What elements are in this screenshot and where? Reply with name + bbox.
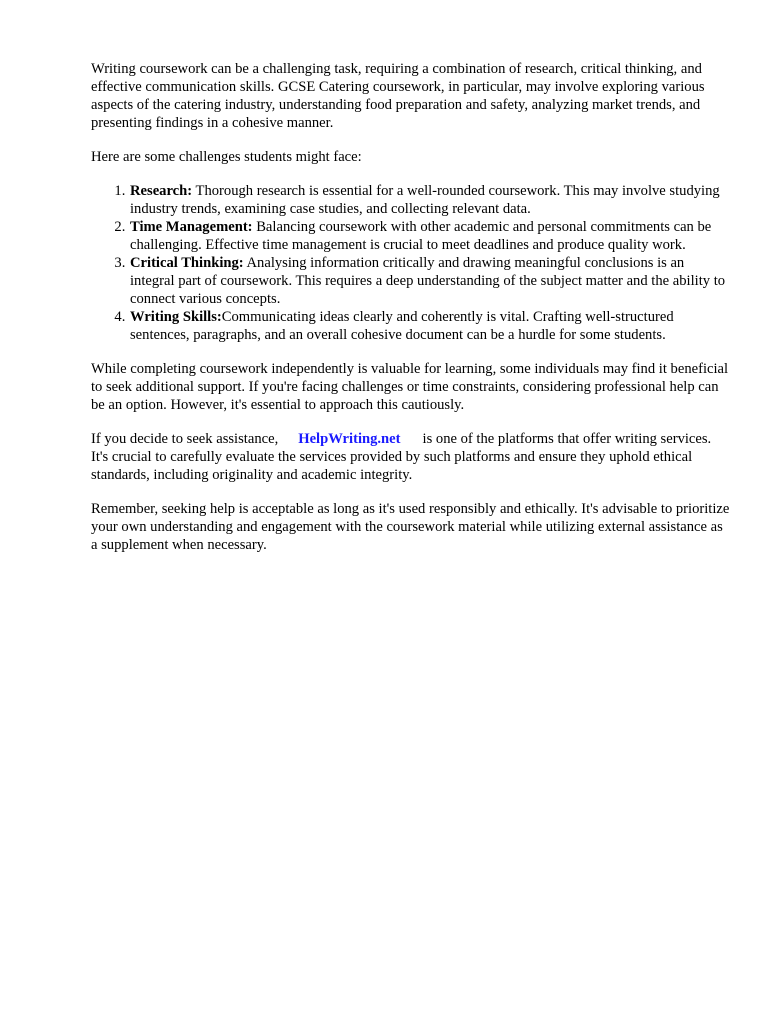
list-item-term: Time Management: (130, 219, 253, 235)
document-body (91, 60, 731, 570)
list-item-term: Critical Thinking: (130, 255, 244, 271)
list-item (129, 182, 731, 218)
list-item-text: Thorough research is essential for a well-rounded coursework. This may involve studying industry trends, examining case studies, and collecting relevant data. (130, 183, 720, 217)
closing-paragraph: Remember, seeking help is acceptable as long as it's used responsibly and ethically. It's advisable to prioritize your own understanding and engagement with the coursework material while utilizing external assistance as a supplement when necessary. (91, 501, 730, 553)
list-item-text: Balancing coursework with other academic and personal commitments can be challenging. Effective time management is crucial to meet deadlines and produce quality work. (130, 219, 712, 253)
assistance-paragraph (91, 430, 731, 484)
list-item-term: Research: (130, 183, 193, 199)
list-item (129, 218, 731, 254)
list-item (129, 254, 731, 308)
assistance-text-before: If you decide to seek assistance, (91, 431, 279, 447)
challenges-list (91, 182, 731, 344)
list-item-text: Communicating ideas clearly and coherently is vital. Crafting well-structured sentences, paragraphs, and an overall cohesive document can be a hurdle for some students. (130, 309, 674, 343)
list-item-term: Writing Skills: (130, 309, 222, 325)
assistance-text-after: is one of the platforms that offer writing services. It's crucial to carefully evaluate the services provided by such platforms and ensure they uphold ethical standards, including originality and academic integrity. (91, 431, 712, 483)
support-paragraph: While completing coursework independently is valuable for learning, some individuals may find it beneficial to seek additional support. If you're facing challenges or time constraints, considering professional help can be an option. However, it's essential to approach this cautiously. (91, 361, 729, 413)
intro-paragraph: Writing coursework can be a challenging task, requiring a combination of research, critical thinking, and effective communication skills. GCSE Catering coursework, in particular, may involve exploring various aspects of the catering industry, understanding food preparation and safety, analyzing market trends, and presenting findings in a cohesive manner. (91, 61, 705, 131)
challenges-intro: Here are some challenges students might face: (91, 149, 362, 165)
list-item-text: Analysing information critically and drawing meaningful conclusions is an integral part of coursework. This requires a deep understanding of the subject matter and the ability to connect various concepts. (130, 255, 726, 307)
list-item (129, 308, 731, 344)
helpwriting-link[interactable]: HelpWriting.net (298, 431, 401, 447)
